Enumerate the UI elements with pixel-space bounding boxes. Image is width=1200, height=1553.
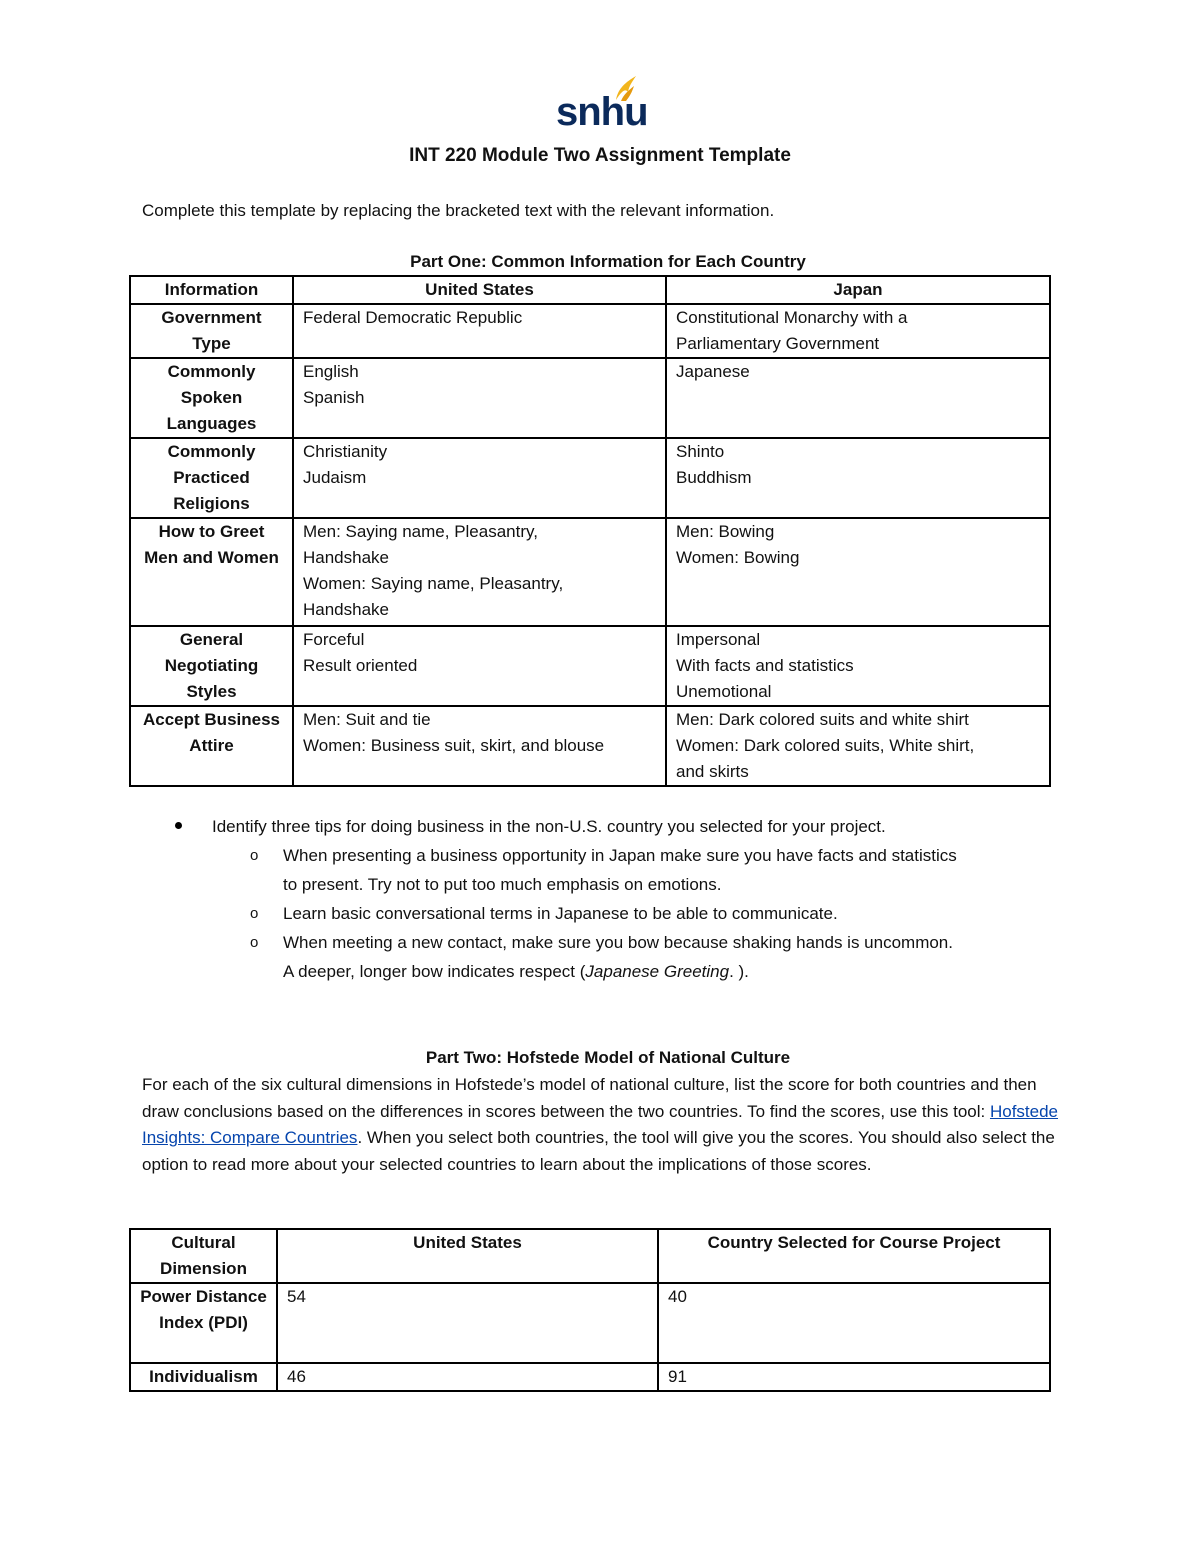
row-label: Individualism [130, 1363, 277, 1391]
cell-japan: Impersonal With facts and statistics Unemotional [666, 626, 1050, 706]
table-row [130, 438, 1050, 518]
header-united-states: United States [277, 1229, 658, 1283]
cell-japan: Men: Dark colored suits and white shirt Women: Dark colored suits, White shirt, and skirts [666, 706, 1050, 786]
header-country-selected: Country Selected for Course Project [658, 1229, 1050, 1283]
row-label: Accept Business Attire [130, 706, 293, 786]
cell-united-states: Men: Saying name, Pleasantry, Handshake Women: Saying name, Pleasantry, Handshake [293, 518, 666, 626]
tip-item: When presenting a business opportunity in Japan make sure you have facts and statistics to present. Try not to put too much emphasis on emotions. [283, 846, 957, 894]
table-row [130, 304, 1050, 358]
cell-united-states: Christianity Judaism [293, 438, 666, 518]
part-two-title: Part Two: Hofstede Model of National Culture [425, 1048, 791, 1067]
part-two-intro: For each of the six cultural dimensions in Hofstede’s model of national culture, list the score for both countries and then draw conclusions based on the differences in scores between the two countries. To find the scores, use this tool: Hofstede Insights: Compare Countries. When you select both countries, the tool will give you the scores. You should also select the option to read more about your selected countries to learn about the implications of those scores. [142, 1075, 1059, 1174]
row-label: Commonly Practiced Religions [130, 438, 293, 518]
cell-united-states: 54 [277, 1283, 658, 1363]
part-one-table [129, 275, 1051, 787]
snhu-logo [556, 74, 648, 134]
part-two-table [129, 1228, 1051, 1392]
header-japan: Japan [666, 276, 1050, 304]
table-row [130, 1363, 1050, 1391]
cell-united-states: 46 [277, 1363, 658, 1391]
logo-wordmark: snhu [556, 90, 648, 134]
document-title: INT 220 Module Two Assignment Template [409, 145, 791, 166]
row-label: General Negotiating Styles [130, 626, 293, 706]
table-row [130, 1283, 1050, 1363]
citation: Japanese Greeting [585, 962, 730, 981]
hofstede-link[interactable]: Hofstede Insights: Compare Countries [142, 1101, 1059, 1147]
instructions-text: Complete this template by replacing the bracketed text with the relevant information. [142, 201, 775, 220]
cell-japan: Constitutional Monarchy with a Parliamentary Government [666, 304, 1050, 358]
row-label: Power Distance Index (PDI) [130, 1283, 277, 1363]
tip-item: When meeting a new contact, make sure you bow because shaking hands is uncommon. A deeper, longer bow indicates respect (Japanese Greeting. ). [283, 933, 953, 981]
table-row [130, 358, 1050, 438]
row-label: How to Greet Men and Women [130, 518, 293, 626]
sub-bullet-marker: o [250, 905, 259, 922]
tip-line: A deeper, longer bow indicates respect (Japanese Greeting. ). [283, 962, 749, 981]
cell-country-selected: 91 [658, 1363, 1050, 1391]
row-label: Commonly Spoken Languages [130, 358, 293, 438]
header-cultural-dimension: Cultural Dimension [130, 1229, 277, 1283]
cell-united-states: English Spanish [293, 358, 666, 438]
header-information: Information [130, 276, 293, 304]
part-one-title: Part One: Common Information for Each Country [410, 252, 806, 271]
bullet-dot-icon [175, 822, 182, 829]
header-united-states: United States [293, 276, 666, 304]
tip-item: Learn basic conversational terms in Japanese to be able to communicate. [283, 904, 838, 923]
cell-united-states: Men: Suit and tie Women: Business suit, skirt, and blouse [293, 706, 666, 786]
cell-japan: Men: Bowing Women: Bowing [666, 518, 1050, 626]
cell-japan: Japanese [666, 358, 1050, 438]
table-row [130, 518, 1050, 626]
cell-japan: Shinto Buddhism [666, 438, 1050, 518]
cell-united-states: Federal Democratic Republic [293, 304, 666, 358]
tips-prompt: Identify three tips for doing business in the non-U.S. country you selected for your project. [212, 817, 886, 836]
cell-united-states: Forceful Result oriented [293, 626, 666, 706]
table-header-row [130, 1229, 1050, 1283]
row-label: Government Type [130, 304, 293, 358]
table-row [130, 626, 1050, 706]
sub-bullet-marker: o [250, 934, 259, 951]
table-row [130, 706, 1050, 786]
sub-bullet-marker: o [250, 847, 259, 864]
cell-country-selected: 40 [658, 1283, 1050, 1363]
table-header-row [130, 276, 1050, 304]
